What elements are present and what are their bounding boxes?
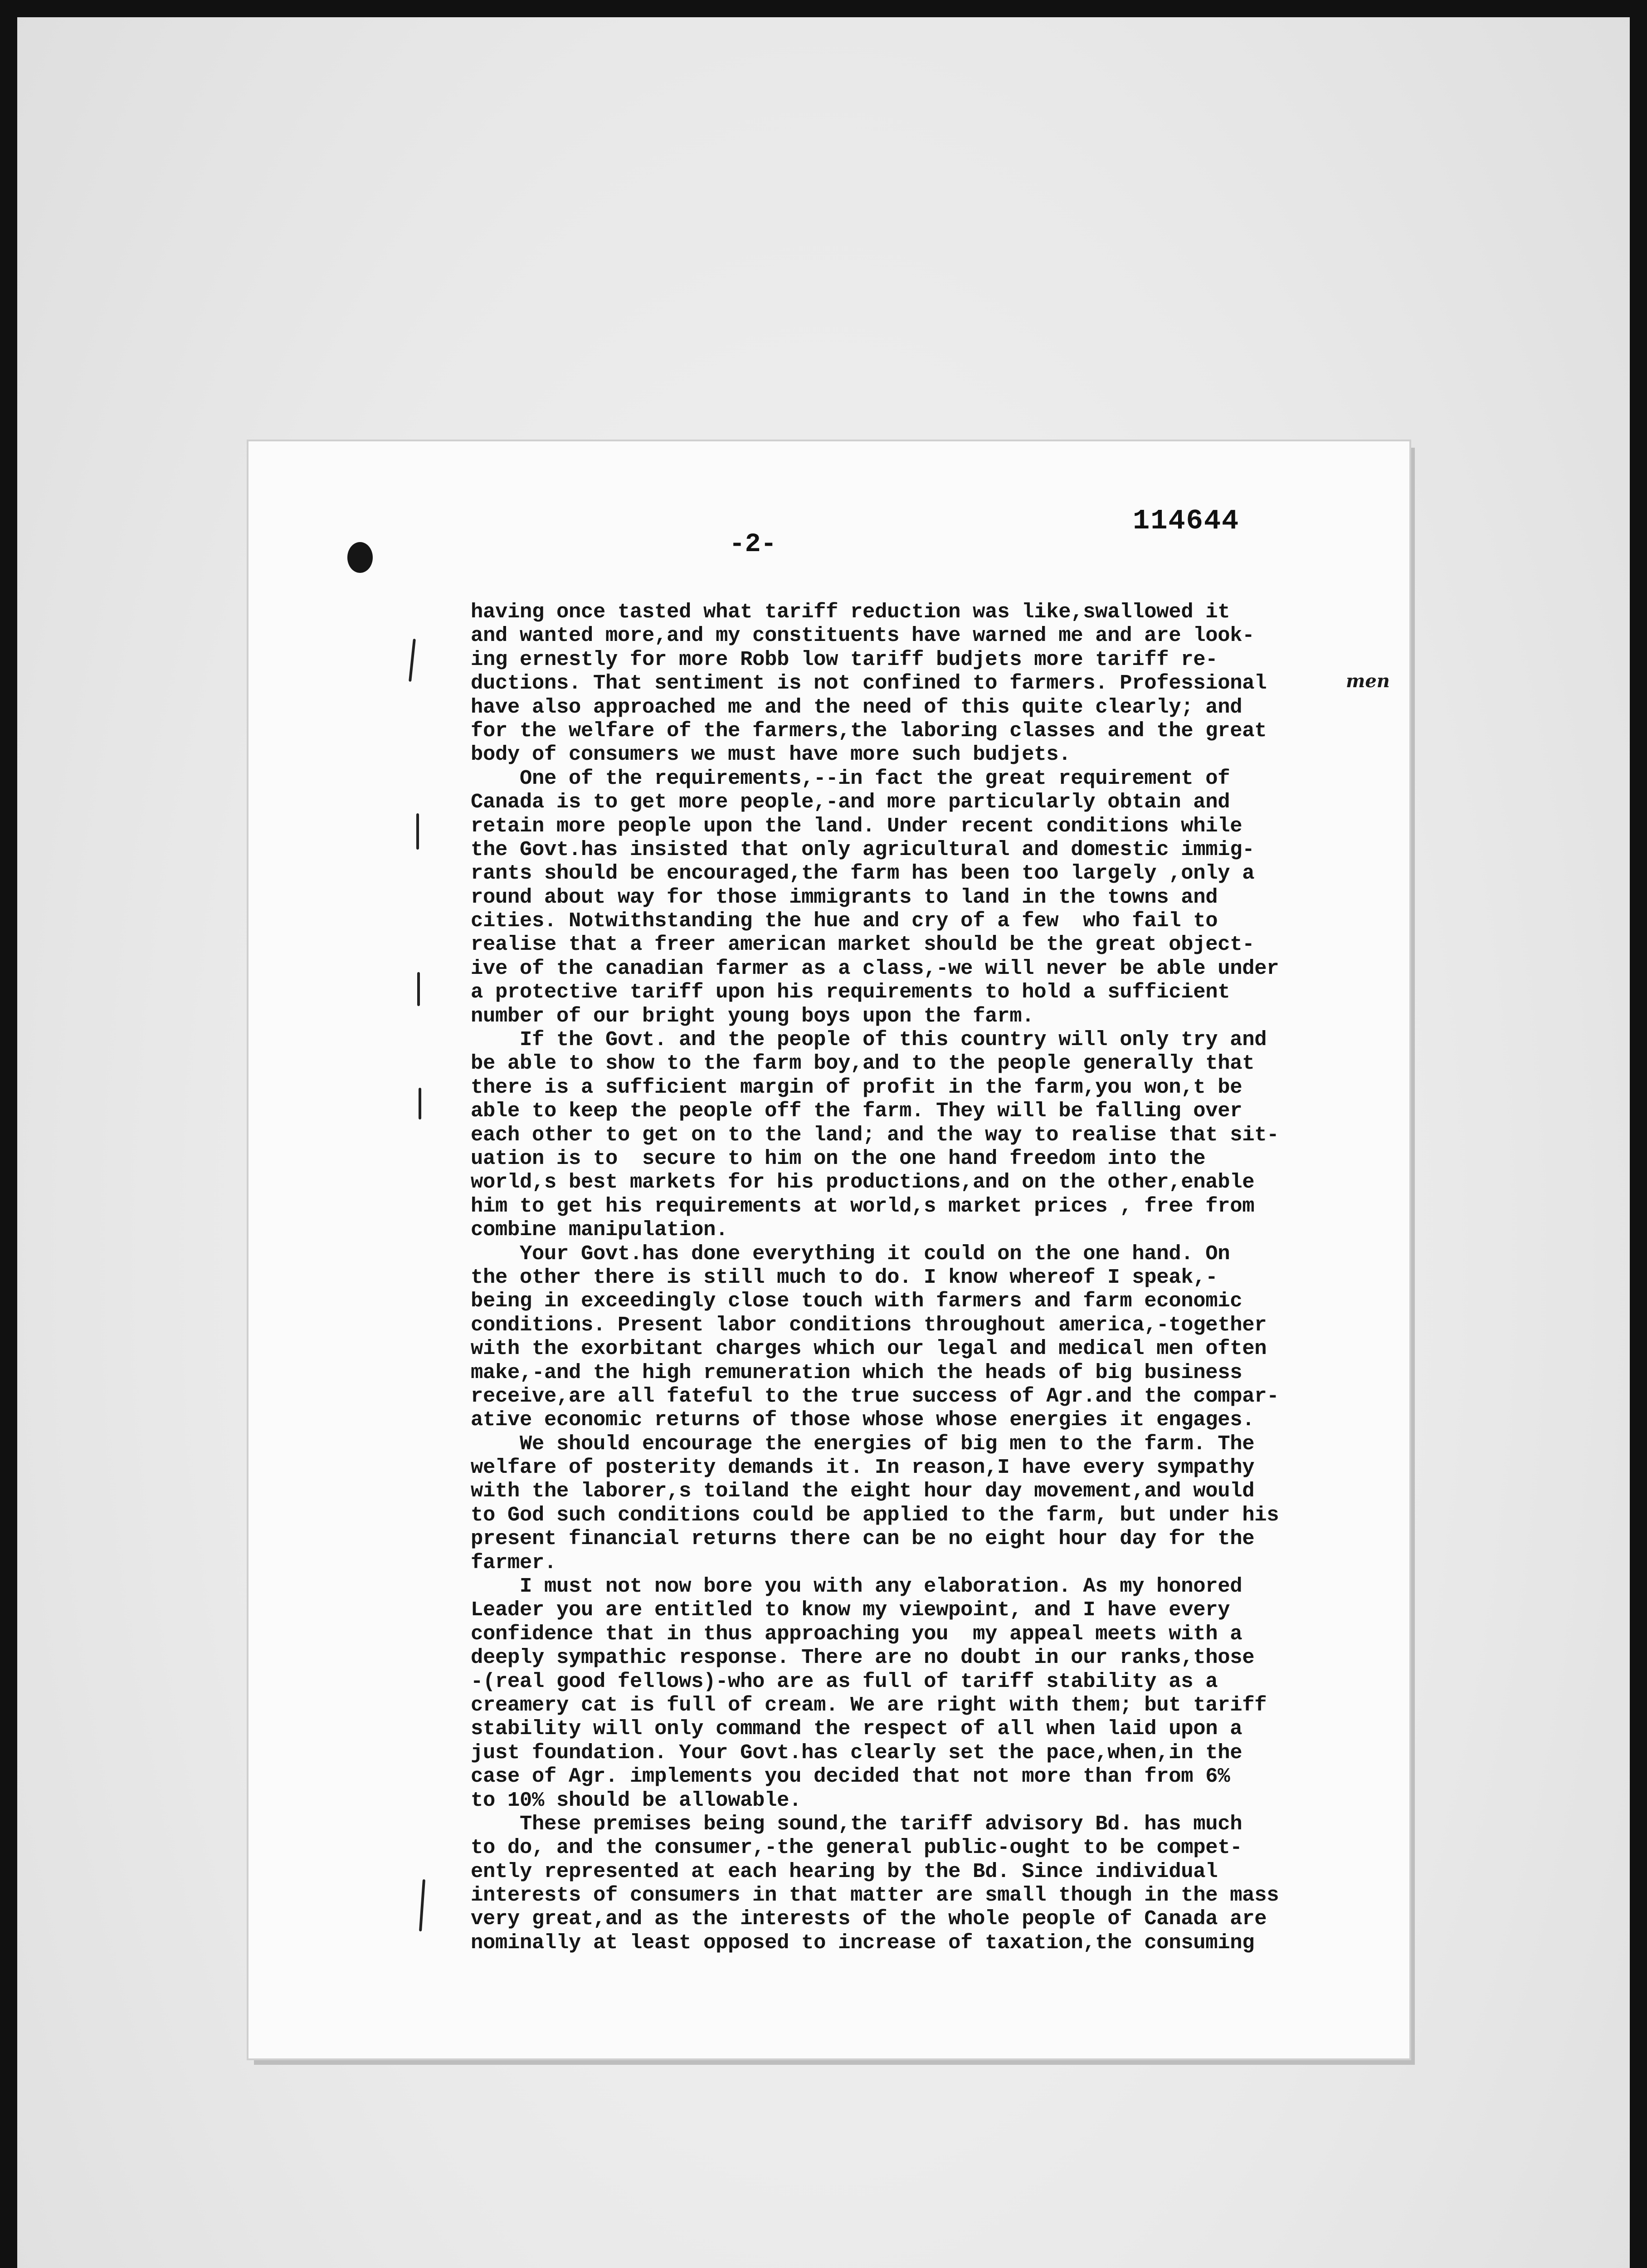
text-line: for the welfare of the farmers,the laboring classes and the great bbox=[471, 719, 1267, 743]
text-line: farmer. bbox=[471, 1550, 557, 1574]
text-line: being in exceedingly close touch with farmers and farm economic bbox=[471, 1289, 1243, 1313]
margin-mark bbox=[409, 639, 416, 682]
text-line: very great,and as the interests of the whole people of Canada are bbox=[471, 1907, 1267, 1931]
text-line: stability will only command the respect of all when laid upon a bbox=[471, 1717, 1243, 1741]
text-line: nominally at least opposed to increase of taxation,the consuming bbox=[471, 1931, 1255, 1955]
text-line: cities. Notwithstanding the hue and cry of a few who fail to bbox=[471, 909, 1218, 933]
margin-mark bbox=[417, 972, 420, 1006]
text-line: be able to show to the farm boy,and to the people generally that bbox=[471, 1051, 1255, 1075]
text-line: each other to get on to the land; and the way to realise that sit- bbox=[471, 1123, 1279, 1147]
document-number: 114644 bbox=[1133, 505, 1240, 537]
text-line: One of the requirements,--in fact the great requirement of bbox=[471, 766, 1230, 790]
text-line: the Govt.has insisted that only agricultural and domestic immig- bbox=[471, 837, 1255, 861]
text-line: to do, and the consumer,-the general public-ought to be compet- bbox=[471, 1836, 1243, 1860]
text-line: creamery cat is full of cream. We are right with them; but tariff bbox=[471, 1693, 1267, 1717]
text-line: interests of consumers in that matter are small though in the mass bbox=[471, 1883, 1279, 1907]
text-line: welfare of posterity demands it. In reason,I have every sympathy bbox=[471, 1456, 1255, 1480]
text-line: round about way for those immigrants to land in the towns and bbox=[471, 885, 1218, 909]
text-line: number of our bright young boys upon the farm. bbox=[471, 1004, 1034, 1028]
text-line: the other there is still much to do. I know whereof I speak,- bbox=[471, 1265, 1218, 1289]
text-line: there is a sufficient margin of profit in the farm,you won,t be bbox=[471, 1075, 1243, 1099]
text-line: We should encourage the energies of big men to the farm. The bbox=[471, 1432, 1255, 1456]
text-line: ing ernestly for more Robb low tariff budjets more tariff re- bbox=[471, 647, 1218, 671]
text-line: case of Agr. implements you decided that not more than from 6% bbox=[471, 1765, 1230, 1789]
text-line: I must not now bore you with any elaboration. As my honored bbox=[471, 1574, 1243, 1598]
text-line: make,-and the high remuneration which the heads of big business bbox=[471, 1360, 1243, 1384]
text-line: combine manipulation. bbox=[471, 1218, 728, 1242]
document-page bbox=[249, 441, 1409, 2058]
text-line: rants should be encouraged,the farm has been too largely ,only a bbox=[471, 861, 1255, 885]
text-line: ive of the canadian farmer as a class,-we will never be able under bbox=[471, 956, 1279, 980]
text-line: have also approached me and the need of this quite clearly; and bbox=[471, 695, 1243, 719]
text-line: a protective tariff upon his requirements to hold a sufficient bbox=[471, 980, 1230, 1004]
text-line: ductions. That sentiment is not confined to farmers. Professional bbox=[471, 671, 1267, 695]
text-line: able to keep the people off the farm. They will be falling over bbox=[471, 1099, 1243, 1123]
text-line: having once tasted what tariff reduction was like,swallowed it bbox=[471, 600, 1230, 624]
text-line: receive,are all fateful to the true success of Agr.and the compar- bbox=[471, 1384, 1279, 1408]
text-line: present financial returns there can be no eight hour day for the bbox=[471, 1527, 1255, 1551]
text-line: with the laborer,s toiland the eight hour day movement,and would bbox=[471, 1479, 1255, 1503]
microfilm-frame bbox=[17, 17, 1630, 2268]
text-line: Leader you are entitled to know my viewpoint, and I have every bbox=[471, 1598, 1230, 1622]
text-line: -(real good fellows)-who are as full of tariff stability as a bbox=[471, 1669, 1218, 1693]
letter-body bbox=[471, 600, 1387, 1955]
text-line: retain more people upon the land. Under recent conditions while bbox=[471, 814, 1243, 838]
text-line: to 10% should be allowable. bbox=[471, 1788, 802, 1812]
text-line: If the Govt. and the people of this country will only try and bbox=[471, 1028, 1267, 1052]
margin-mark bbox=[419, 1879, 425, 1931]
text-line: with the exorbitant charges which our legal and medical men often bbox=[471, 1337, 1267, 1361]
text-line: conditions. Present labor conditions throughout america,-together bbox=[471, 1313, 1267, 1337]
text-line: to God such conditions could be applied to the farm, but under his bbox=[471, 1503, 1279, 1527]
text-line: deeply sympathic response. There are no doubt in our ranks,those bbox=[471, 1646, 1255, 1670]
text-line: just foundation. Your Govt.has clearly set the pace,when,in the bbox=[471, 1740, 1243, 1765]
text-line: realise that a freer american market should be the great object- bbox=[471, 933, 1255, 957]
text-line: ently represented at each hearing by the Bd. Since individual bbox=[471, 1859, 1218, 1883]
text-line: him to get his requirements at world,s market prices , free from bbox=[471, 1194, 1255, 1218]
text-line: body of consumers we must have more such budjets. bbox=[471, 743, 1071, 767]
punch-hole bbox=[347, 542, 373, 573]
text-line: These premises being sound,the tariff advisory Bd. has much bbox=[471, 1812, 1243, 1836]
text-line: ative economic returns of those whose whose energies it engages. bbox=[471, 1408, 1255, 1432]
margin-mark bbox=[416, 813, 419, 850]
text-line: confidence that in thus approaching you my appeal meets with a bbox=[471, 1622, 1243, 1646]
text-line: uation is to secure to him on the one hand freedom into the bbox=[471, 1146, 1206, 1170]
text-line: and wanted more,and my constituents have warned me and are look- bbox=[471, 624, 1255, 648]
margin-mark bbox=[419, 1088, 421, 1119]
text-line: Your Govt.has done everything it could on the one hand. On bbox=[471, 1242, 1230, 1266]
page-number: -2- bbox=[729, 530, 777, 559]
text-line: world,s best markets for his productions,and on the other,enable bbox=[471, 1170, 1255, 1194]
text-line: Canada is to get more people,-and more particularly obtain and bbox=[471, 790, 1230, 814]
handwritten-note: men bbox=[1346, 670, 1390, 692]
